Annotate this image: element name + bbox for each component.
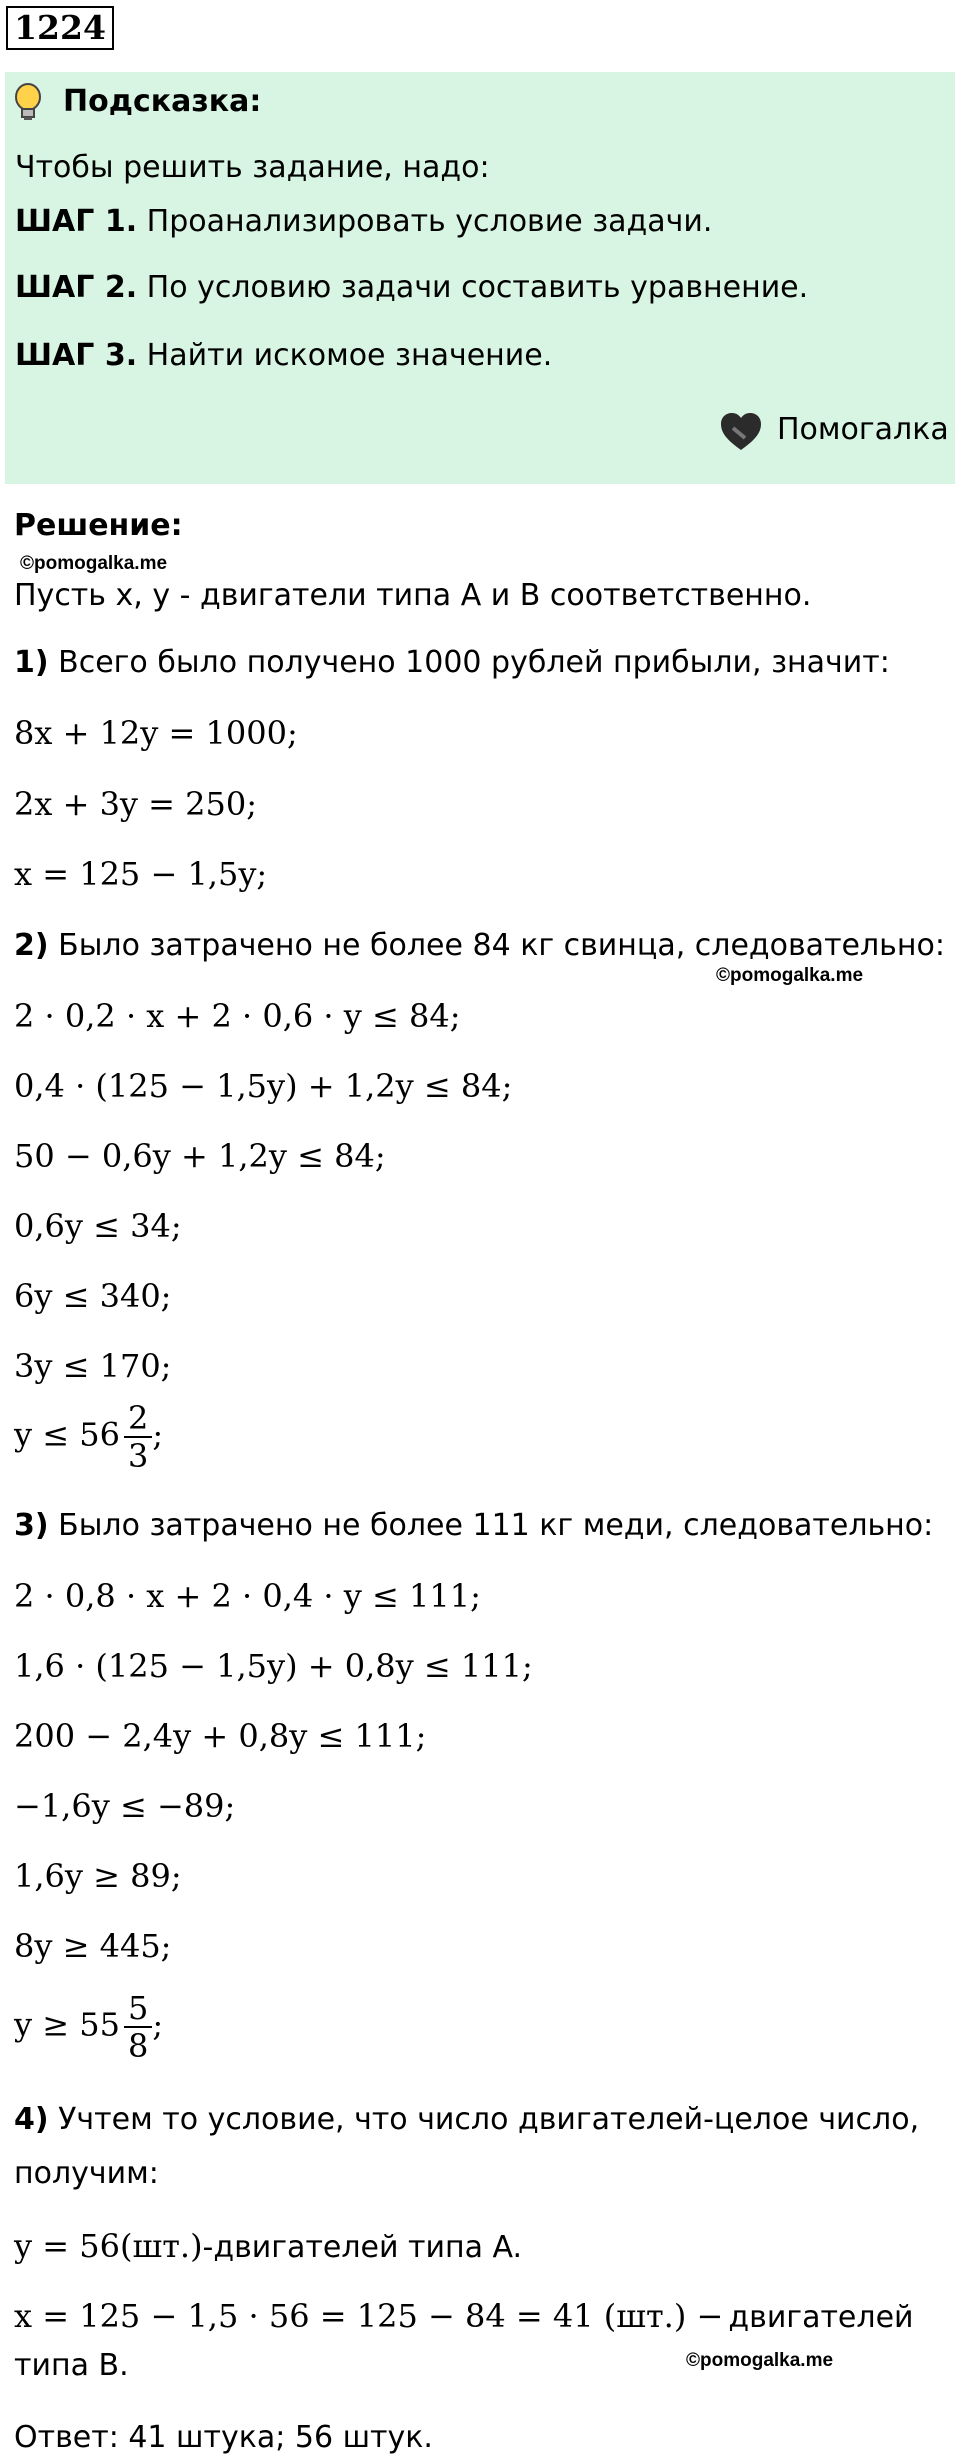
- equation: 0,4 · (125 − 1,5y) + 1,2y ≤ 84;: [14, 1067, 513, 1105]
- equation-fraction: y ≤ 56 $\frac{2}{3}$ ;: [14, 1399, 164, 1475]
- equation-with-text: x = 125 − 1,5 · 56 = 125 − 84 = 41 (шт.) − двигателей: [14, 2297, 914, 2335]
- equation: 1,6y ≥ 89;: [14, 1857, 182, 1895]
- equation: 6y ≤ 340;: [14, 1277, 172, 1315]
- equation-fraction: y ≥ 55 $\frac{5}{8}$ ;: [14, 1989, 164, 2065]
- step-desc: Всего было получено 1000 рублей прибыли, значит:: [58, 645, 890, 680]
- equation: 2 · 0,2 · x + 2 · 0,6 · y ≤ 84;: [14, 997, 461, 1035]
- equation: 50 − 0,6y + 1,2y ≤ 84;: [14, 1137, 386, 1175]
- equation: 8x + 12y = 1000;: [14, 714, 298, 752]
- watermark: ©pomogalka.me: [20, 553, 168, 574]
- step-4-text: [14, 2102, 919, 2138]
- solution-intro: Пусть x, y - двигатели типа A и B соответственно.: [14, 578, 812, 613]
- step-text: Проанализировать условие задачи.: [146, 204, 713, 239]
- step-number: 4): [14, 2102, 49, 2137]
- hint-step-1: [15, 204, 712, 240]
- equation: 0,6y ≤ 34;: [14, 1207, 182, 1245]
- equation: −1,6y ≤ −89;: [14, 1787, 236, 1825]
- fraction: $\frac{5}{8}$: [124, 1990, 152, 2064]
- equation: 2x + 3y = 250;: [14, 785, 258, 823]
- step-label: ШАГ 2.: [15, 270, 138, 305]
- fraction: $\frac{2}{3}$: [124, 1400, 152, 1474]
- equation: x = 125 − 1,5y;: [14, 855, 268, 893]
- step-1-text: [14, 645, 890, 681]
- solution-title: Решение:: [14, 508, 183, 543]
- watermark: ©pomogalka.me: [686, 2350, 834, 2371]
- hint-title: Подсказка:: [63, 84, 262, 119]
- step-number: 2): [14, 928, 49, 963]
- equation: 200 − 2,4y + 0,8y ≤ 111;: [14, 1717, 427, 1755]
- equation: 2 · 0,8 · x + 2 · 0,4 · y ≤ 111;: [14, 1577, 481, 1615]
- step-text: Найти искомое значение.: [146, 338, 553, 373]
- step-label: ШАГ 3.: [15, 338, 138, 373]
- brand-label: Помогалка: [777, 412, 949, 447]
- equation: 8y ≥ 445;: [14, 1927, 172, 1965]
- hint-intro: Чтобы решить задание, надо:: [15, 150, 490, 185]
- hint-step-3: [15, 338, 552, 374]
- hint-step-2: [15, 270, 808, 306]
- step-text: По условию задачи составить уравнение.: [146, 270, 809, 305]
- step-desc: Было затрачено не более 84 кг свинца, следовательно:: [58, 928, 945, 963]
- lightbulb-icon: [11, 82, 45, 131]
- task-number: 1224: [6, 6, 114, 50]
- step-number: 1): [14, 645, 49, 680]
- equation-with-text: y = 56(шт.)-двигателей типа A.: [14, 2227, 523, 2265]
- step-desc: Учтем то условие, что число двигателей-целое число,: [58, 2102, 920, 2137]
- step-desc: Было затрачено не более 111 кг меди, следовательно:: [58, 1508, 934, 1543]
- watermark: ©pomogalka.me: [716, 965, 864, 986]
- heart-icon: [719, 412, 763, 461]
- equation-text-cont: типа B.: [14, 2348, 129, 2383]
- hint-box: [5, 72, 955, 484]
- step-number: 3): [14, 1508, 49, 1543]
- equation: 3y ≤ 170;: [14, 1347, 172, 1385]
- equation: 1,6 · (125 − 1,5y) + 0,8y ≤ 111;: [14, 1647, 533, 1685]
- answer: Ответ: 41 штука; 56 штук.: [14, 2420, 433, 2455]
- step-4-text-cont: получим:: [14, 2156, 159, 2191]
- step-label: ШАГ 1.: [15, 204, 138, 239]
- step-2-text: [14, 928, 945, 964]
- step-3-text: [14, 1508, 933, 1544]
